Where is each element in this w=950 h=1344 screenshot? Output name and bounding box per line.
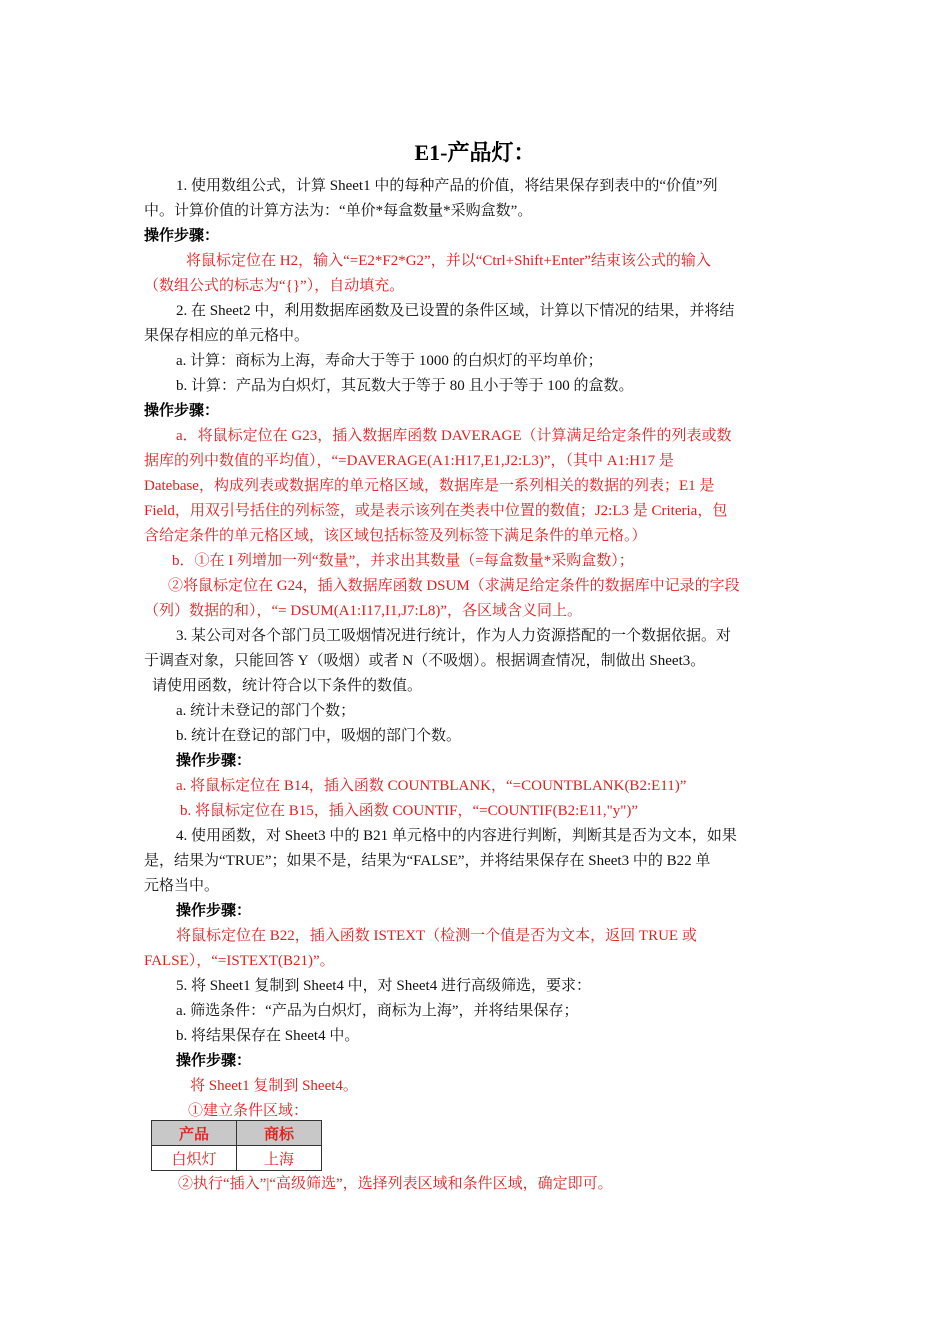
steps-heading: 操作步骤：	[176, 903, 252, 919]
paragraph-line: a. 计算：商标为上海，寿命大于等于 1000 的白炽灯的平均单价；	[176, 353, 603, 369]
paragraph-line: 是，结果为“TRUE”；如果不是，结果为“FALSE”，并将结果保存在 Sheet3 中的 B22 单	[144, 853, 711, 869]
paragraph-line: 4. 使用函数，对 Sheet3 中的 B21 单元格中的内容进行判断，判断其是否为文本，如果	[176, 828, 737, 844]
step-line: FALSE），“=ISTEXT(B21)”。	[144, 953, 335, 969]
step-line: ①建立条件区域：	[188, 1103, 309, 1119]
step-line: a. 将鼠标定位在 B14，插入函数 COUNTBLANK，“=COUNTBLANK(B2:E11)”	[176, 778, 687, 794]
paragraph-line: 于调查对象，只能回答 Y（吸烟）或者 N（不吸烟）。根据调查情况，制做出 Sheet3。	[144, 653, 706, 669]
paragraph-line: 元格当中。	[144, 878, 220, 894]
paragraph-line: 5. 将 Sheet1 复制到 Sheet4 中，对 Sheet4 进行高级筛选，要求：	[176, 978, 591, 994]
step-line: 将鼠标定位在 H2，输入“=E2*F2*G2”，并以“Ctrl+Shift+Enter”结束该公式的输入	[186, 253, 711, 269]
step-line: b. 将鼠标定位在 B15，插入函数 COUNTIF，“=COUNTIF(B2:E11,"y")”	[180, 803, 639, 819]
step-line: Datebase，构成列表或数据库的单元格区域，数据库是一系列相关的数据的列表；E1 是	[144, 478, 715, 494]
paragraph-line: 3. 某公司对各个部门员工吸烟情况进行统计，作为人力资源搭配的一个数据依据。对	[176, 628, 732, 644]
steps-heading: 操作步骤：	[176, 753, 252, 769]
steps-heading: 操作步骤：	[144, 228, 220, 244]
step-line: 含给定条件的单元格区域，该区域包括标签及列标签下满足条件的单元格。）	[144, 528, 647, 544]
step-line: （数组公式的标志为“{}”），自动填充。	[144, 278, 405, 294]
criteria-value-row	[152, 1146, 322, 1171]
step-line: （列）数据的和），“= DSUM(A1:I17,I1,J7:L8)”，各区域含义同上。	[144, 603, 583, 619]
criteria-value-cell: 上海	[237, 1146, 322, 1171]
paragraph-line: 2. 在 Sheet2 中，利用数据库函数及已设置的条件区域，计算以下情况的结果，并将结	[176, 303, 735, 319]
paragraph-line: a. 统计未登记的部门个数；	[176, 703, 356, 719]
criteria-table	[151, 1120, 322, 1171]
paragraph-line: b. 将结果保存在 Sheet4 中。	[176, 1028, 360, 1044]
paragraph-line: a. 筛选条件：“产品为白炽灯，商标为上海”，并将结果保存；	[176, 1003, 579, 1019]
step-line: 据库的列中数值的平均值），“=DAVERAGE(A1:H17,E1,J2:L3)”，（其中 A1:H17 是	[144, 453, 674, 469]
step-line: 将 Sheet1 复制到 Sheet4。	[190, 1078, 358, 1094]
paragraph-line: b. 计算：产品为白炽灯，其瓦数大于等于 80 且小于等于 100 的盒数。	[176, 378, 634, 394]
step-line: ②将鼠标定位在 G24，插入数据库函数 DSUM（求满足给定条件的数据库中记录的字段	[168, 578, 740, 594]
criteria-header-cell: 商标	[237, 1121, 322, 1146]
paragraph-line: 1. 使用数组公式，计算 Sheet1 中的每种产品的价值，将结果保存到表中的“价值”列	[176, 178, 718, 194]
step-line: ②执行“插入”|“高级筛选”，选择列表区域和条件区域，确定即可。	[178, 1176, 613, 1192]
criteria-header-cell: 产品	[152, 1121, 237, 1146]
steps-heading: 操作步骤：	[176, 1053, 252, 1069]
paragraph-line: 果保存相应的单元格中。	[144, 328, 310, 344]
criteria-header-row	[152, 1121, 322, 1146]
step-line: 将鼠标定位在 B22，插入函数 ISTEXT（检测一个值是否为文本，返回 TRUE 或	[176, 928, 697, 944]
step-line: a．将鼠标定位在 G23，插入数据库函数 DAVERAGE（计算满足给定条件的列表或数	[176, 428, 732, 444]
step-line: b．①在 I 列增加一列“数量”，并求出其数量（=每盒数量*采购盒数）；	[172, 553, 634, 569]
paragraph-line: 请使用函数，统计符合以下条件的数值。	[152, 678, 423, 694]
paragraph-line: b. 统计在登记的部门中，吸烟的部门个数。	[176, 728, 462, 744]
steps-heading: 操作步骤：	[144, 403, 220, 419]
paragraph-line: 中。计算价值的计算方法为：“单价*每盒数量*采购盒数”。	[144, 203, 533, 219]
step-line: Field，用双引号括住的列标签，或是表示该列在类表中位置的数值；J2:L3 是 Criteria，包	[144, 503, 728, 519]
criteria-value-cell: 白炽灯	[152, 1146, 237, 1171]
document-title: E1-产品灯：	[414, 140, 536, 165]
